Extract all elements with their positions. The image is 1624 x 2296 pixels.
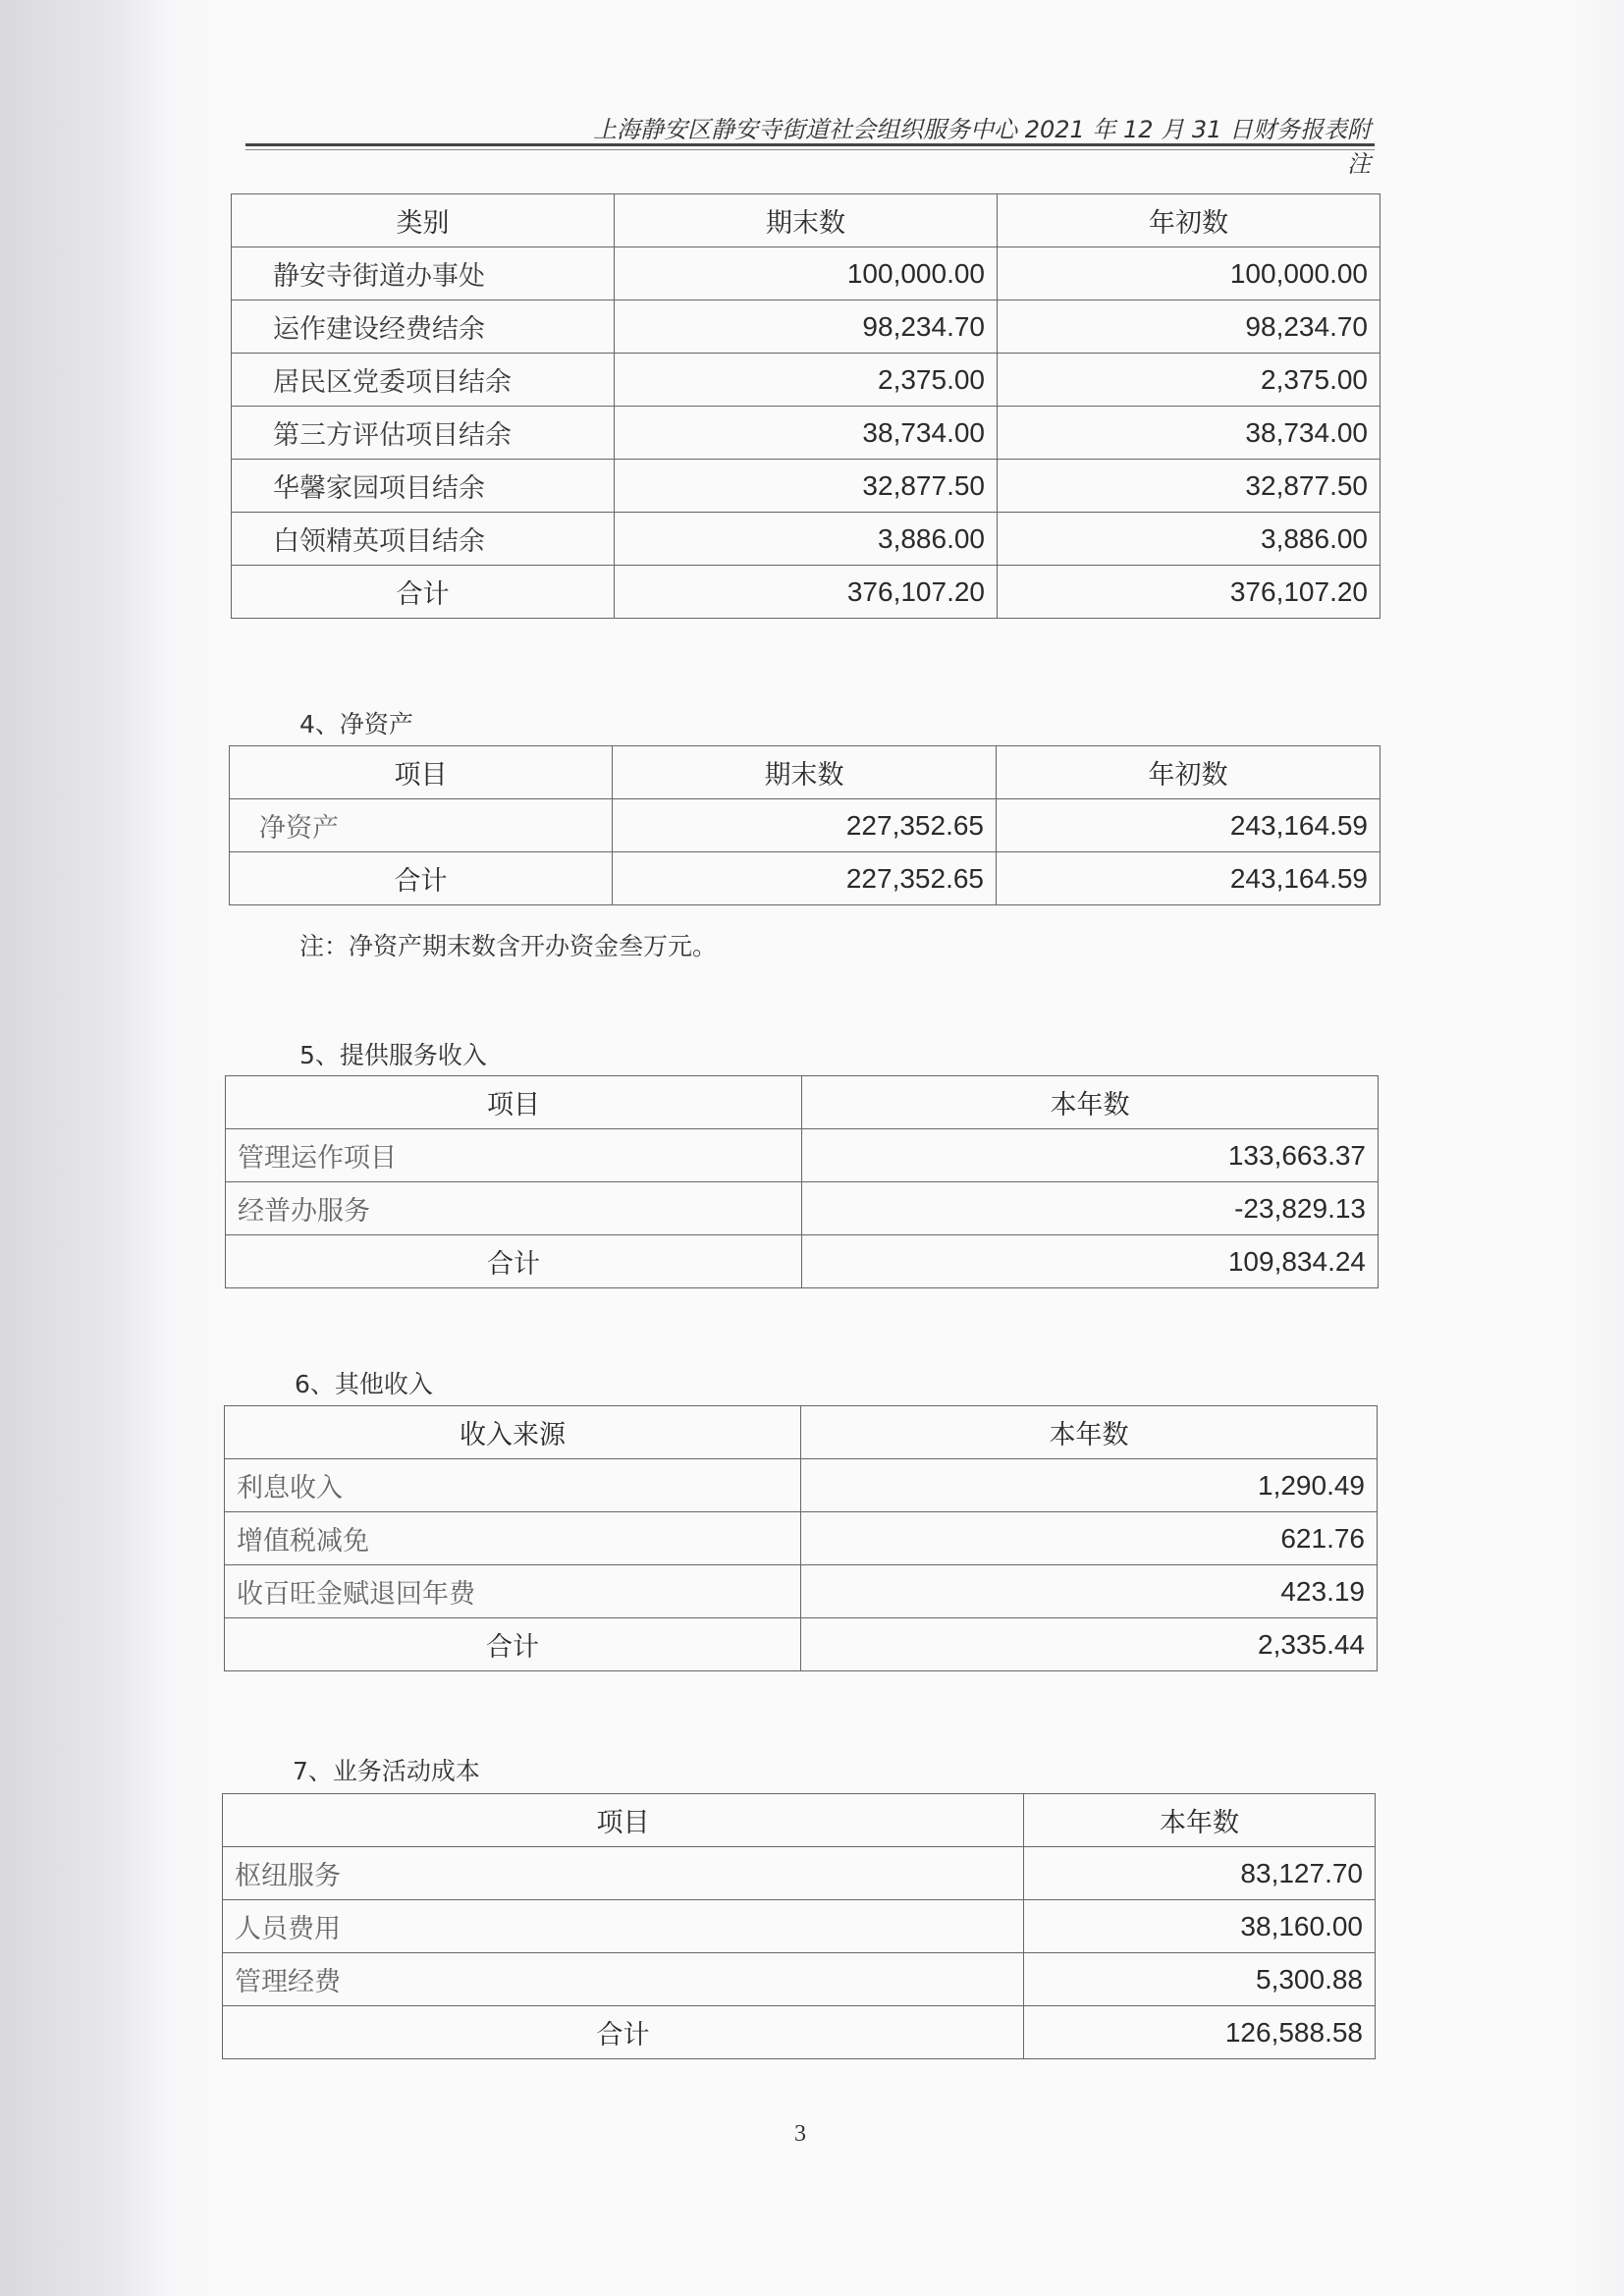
- table-row: [232, 301, 1380, 354]
- table-row: [226, 1182, 1379, 1235]
- row-label: 白领精英项目结余: [232, 513, 615, 566]
- header-item: 项目: [230, 746, 613, 799]
- table-row: [225, 1512, 1378, 1565]
- row-label: 枢纽服务: [223, 1847, 1024, 1900]
- table-row: [232, 460, 1380, 513]
- total-value: 2,335.44: [801, 1618, 1378, 1671]
- header-year-start: 年初数: [997, 746, 1380, 799]
- table-row: [226, 1129, 1379, 1182]
- total-row: [226, 1235, 1379, 1288]
- row-label: 运作建设经费结余: [232, 301, 615, 354]
- row-value: 133,663.37: [802, 1129, 1379, 1182]
- row-value-start: 98,234.70: [998, 301, 1380, 354]
- header-category: 类别: [232, 194, 615, 247]
- table-header-row: [230, 746, 1380, 799]
- header-current-year: 本年数: [802, 1076, 1379, 1129]
- row-value-end: 100,000.00: [615, 247, 998, 301]
- row-label: 利息收入: [225, 1459, 801, 1512]
- row-label: 第三方评估项目结余: [232, 407, 615, 460]
- section-6-title: 6、其他收入: [295, 1370, 433, 1398]
- header-item: 项目: [223, 1794, 1024, 1847]
- row-value-start: 243,164.59: [997, 799, 1380, 852]
- header-rule: [245, 143, 1375, 146]
- total-value-start: 376,107.20: [998, 566, 1380, 619]
- total-label: 合计: [226, 1235, 802, 1288]
- row-label: 净资产: [230, 799, 613, 852]
- header-year-start: 年初数: [998, 194, 1380, 247]
- total-value-start: 243,164.59: [997, 852, 1380, 905]
- total-value-end: 376,107.20: [615, 566, 998, 619]
- row-value-start: 2,375.00: [998, 354, 1380, 407]
- row-label: 静安寺街道办事处: [232, 247, 615, 301]
- row-label: 华馨家园项目结余: [232, 460, 615, 513]
- table-row: [223, 1847, 1376, 1900]
- row-value: 621.76: [801, 1512, 1378, 1565]
- header-income-source: 收入来源: [225, 1406, 801, 1459]
- table-row: [232, 513, 1380, 566]
- header-period-end: 期末数: [615, 194, 998, 247]
- section-4-title: 4、净资产: [299, 710, 413, 738]
- page-number: 3: [794, 2121, 806, 2147]
- activity-cost-table: [222, 1793, 1376, 2059]
- table-row: [232, 407, 1380, 460]
- header-title: 上海静安区静安寺街道社会组织服务中心 2021 年 12 月 31 日财务报表附注: [593, 116, 1371, 178]
- table-row: [223, 1900, 1376, 1953]
- total-row: [232, 566, 1380, 619]
- header-item: 项目: [226, 1076, 802, 1129]
- row-label: 增值税减免: [225, 1512, 801, 1565]
- row-value: 1,290.49: [801, 1459, 1378, 1512]
- row-value: 38,160.00: [1024, 1900, 1376, 1953]
- total-label: 合计: [230, 852, 613, 905]
- total-value-end: 227,352.65: [613, 852, 997, 905]
- row-value: 83,127.70: [1024, 1847, 1376, 1900]
- row-value-start: 32,877.50: [998, 460, 1380, 513]
- table-row: [230, 799, 1380, 852]
- table-row: [225, 1459, 1378, 1512]
- total-row: [230, 852, 1380, 905]
- other-income-table: [224, 1405, 1378, 1671]
- row-value-end: 38,734.00: [615, 407, 998, 460]
- service-income-table: [225, 1075, 1379, 1288]
- total-row: [223, 2006, 1376, 2059]
- row-value-start: 38,734.00: [998, 407, 1380, 460]
- row-label: 居民区党委项目结余: [232, 354, 615, 407]
- table-header-row: [226, 1076, 1379, 1129]
- row-label: 经普办服务: [226, 1182, 802, 1235]
- header-current-year: 本年数: [1024, 1794, 1376, 1847]
- row-value-end: 32,877.50: [615, 460, 998, 513]
- row-value: -23,829.13: [802, 1182, 1379, 1235]
- row-value-end: 2,375.00: [615, 354, 998, 407]
- row-value-end: 227,352.65: [613, 799, 997, 852]
- total-value: 126,588.58: [1024, 2006, 1376, 2059]
- table-header-row: [223, 1794, 1376, 1847]
- table-row: [225, 1565, 1378, 1618]
- row-value: 423.19: [801, 1565, 1378, 1618]
- table-row: [232, 247, 1380, 301]
- table-row: [232, 354, 1380, 407]
- header-current-year: 本年数: [801, 1406, 1378, 1459]
- row-value: 5,300.88: [1024, 1953, 1376, 2006]
- total-label: 合计: [225, 1618, 801, 1671]
- table-row: [223, 1953, 1376, 2006]
- row-label: 管理运作项目: [226, 1129, 802, 1182]
- row-value-start: 3,886.00: [998, 513, 1380, 566]
- table-header-row: [232, 194, 1380, 247]
- header-period-end: 期末数: [613, 746, 997, 799]
- balance-table: [231, 193, 1380, 619]
- row-value-start: 100,000.00: [998, 247, 1380, 301]
- net-assets-table: [229, 745, 1380, 905]
- row-label: 管理经费: [223, 1953, 1024, 2006]
- table-header-row: [225, 1406, 1378, 1459]
- total-value: 109,834.24: [802, 1235, 1379, 1288]
- row-value-end: 98,234.70: [615, 301, 998, 354]
- net-assets-note: 注：净资产期末数含开办资金叁万元。: [299, 932, 718, 960]
- row-label: 收百旺金赋退回年费: [225, 1565, 801, 1618]
- total-row: [225, 1618, 1378, 1671]
- row-value-end: 3,886.00: [615, 513, 998, 566]
- total-label: 合计: [232, 566, 615, 619]
- row-label: 人员费用: [223, 1900, 1024, 1953]
- total-label: 合计: [223, 2006, 1024, 2059]
- section-5-title: 5、提供服务收入: [299, 1041, 487, 1069]
- section-7-title: 7、业务活动成本: [293, 1757, 480, 1785]
